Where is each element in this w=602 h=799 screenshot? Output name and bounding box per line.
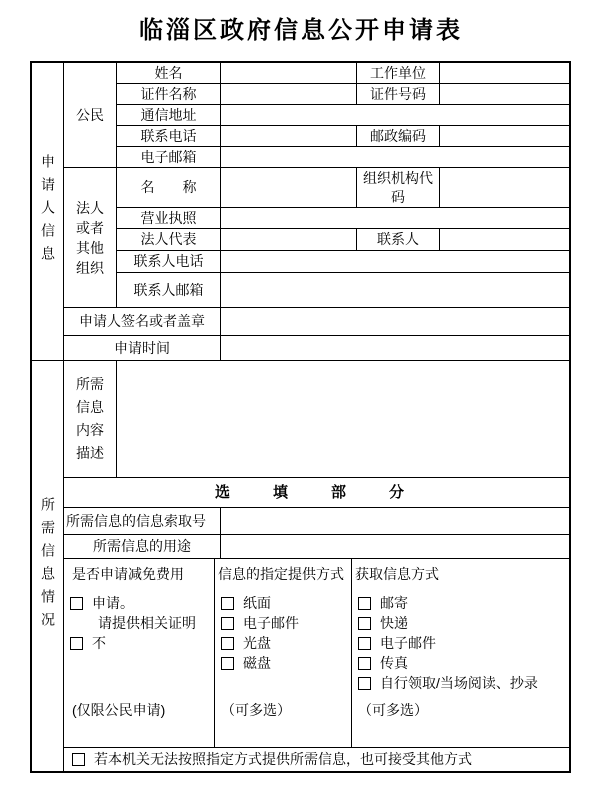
request-section-label-cell [32,361,64,771]
fee-waiver-option-no[interactable] [64,636,214,651]
table-row [64,478,569,508]
table-row [64,336,569,361]
work-unit-field[interactable] [440,63,569,84]
obtain-method-header: 获取信息方式 [355,566,439,582]
obtain-method-option-self[interactable] [352,676,569,691]
table-row [117,63,569,84]
form-title: 临淄区政府信息公开申请表 [139,17,463,44]
applicant-section [32,63,569,361]
postal-code-label: 邮政编码 [357,126,440,147]
description-label-cell [64,361,117,478]
address-field[interactable] [221,105,569,126]
contact-person-label: 联系人 [357,229,440,251]
option-label: 不 [92,635,106,651]
contact-person-field[interactable] [440,229,569,251]
purpose-field[interactable] [221,535,569,559]
checkbox-icon[interactable] [358,597,371,610]
table-row [117,251,569,273]
contact-email-label: 联系人邮箱 [117,273,221,308]
business-license-label: 营业执照 [117,208,221,229]
obtain-method-option-email[interactable] [352,636,569,651]
option-label: 纸面 [243,595,271,611]
org-code-field[interactable] [440,168,569,208]
org-name-field[interactable] [221,168,357,208]
request-section-label: 所需信息情况 [40,497,56,635]
address-label: 通信地址 [117,105,221,126]
request-section [32,361,569,771]
option-label: 磁盘 [243,655,271,671]
phone-field[interactable] [221,126,357,147]
table-row [64,748,569,771]
org-code-label: 组织机构代码 [363,169,433,205]
org-code-label-cell [357,168,440,208]
obtain-method-option-express[interactable] [352,616,569,631]
postal-code-field[interactable] [440,126,569,147]
fee-waiver-option-apply[interactable] [64,596,214,611]
apply-time-field[interactable] [221,336,569,361]
citizen-group [64,63,569,168]
obtain-method-note: （可多选） [358,702,428,718]
organization-group-label-cell [64,168,117,308]
table-row [64,508,569,535]
provide-method-option-paper[interactable] [215,596,351,611]
id-number-field[interactable] [440,84,569,105]
applicant-section-label-cell [32,63,64,361]
checkbox-icon[interactable] [358,617,371,630]
checkbox-icon[interactable] [221,597,234,610]
checkbox-icon[interactable] [221,617,234,630]
fee-waiver-note: (仅限公民申请) [72,702,166,718]
checkbox-icon[interactable] [221,637,234,650]
provide-method-option-email[interactable] [215,616,351,631]
citizen-group-label: 公民 [64,63,117,168]
other-method-option[interactable] [64,748,569,771]
org-name-label: 名 称 [117,168,221,208]
other-method-label: 若本机关无法按照指定方式提供所需信息，也可接受其他方式 [94,751,472,767]
organization-group-label: 法人或者其他组织 [76,199,104,276]
email-label: 电子邮箱 [117,147,221,168]
table-row [117,147,569,168]
option-label: 传真 [380,655,408,671]
checkbox-icon[interactable] [70,637,83,650]
index-number-field[interactable] [221,508,569,535]
phone-label: 联系电话 [117,126,221,147]
fee-waiver-cell [64,559,215,748]
provide-method-header: 信息的指定提供方式 [218,566,344,582]
fee-waiver-apply-note: 请提供相关证明 [98,615,196,631]
purpose-label: 所需信息的用途 [64,535,221,559]
table-row [117,229,569,251]
id-name-field[interactable] [221,84,357,105]
table-row [117,105,569,126]
table-row [64,535,569,559]
provide-method-option-cd[interactable] [215,636,351,651]
obtain-method-cell [352,559,569,748]
option-label: 快递 [380,615,408,631]
provide-method-note: （可多选） [221,702,291,718]
table-row [117,168,569,208]
obtain-method-option-fax[interactable] [352,656,569,671]
description-field[interactable] [117,361,569,478]
table-row [64,361,569,478]
checkbox-icon[interactable] [70,597,83,610]
checkbox-icon[interactable] [72,753,85,766]
work-unit-label: 工作单位 [357,63,440,84]
legal-representative-label: 法人代表 [117,229,221,251]
apply-time-label: 申请时间 [64,336,221,361]
option-label: 邮寄 [380,595,408,611]
business-license-field[interactable] [221,208,569,229]
index-number-label: 所需信息的信息索取号 [64,508,221,535]
obtain-method-option-mail[interactable] [352,596,569,611]
option-label: 光盘 [243,635,271,651]
contact-email-field[interactable] [221,273,569,308]
table-row [117,84,569,105]
option-label: 自行领取/当场阅读、抄录 [380,675,538,691]
applicant-section-label: 申请人信息 [40,154,56,269]
signature-field[interactable] [221,308,569,336]
optional-part-header: 选 填 部 分 [64,478,569,508]
name-label: 姓名 [117,63,221,84]
id-number-label: 证件号码 [357,84,440,105]
description-label: 所需信息内容描述 [76,376,104,461]
table-row [117,126,569,147]
table-row [117,273,569,308]
legal-representative-field[interactable] [221,229,357,251]
id-name-label: 证件名称 [117,84,221,105]
email-field[interactable] [221,147,569,168]
option-label: 电子邮件 [380,635,436,651]
checkbox-icon[interactable] [358,637,371,650]
contact-phone-field[interactable] [221,251,569,273]
checkbox-icon[interactable] [358,657,371,670]
application-form-table [30,61,571,773]
name-field[interactable] [221,63,357,84]
contact-phone-label: 联系人电话 [117,251,221,273]
provide-method-option-disk[interactable] [215,656,351,671]
option-label: 电子邮件 [243,615,299,631]
table-row [117,208,569,229]
organization-group [64,168,569,308]
options-row [64,559,569,748]
provide-method-cell [215,559,352,748]
fee-waiver-header: 是否申请减免费用 [72,566,184,582]
checkbox-icon[interactable] [221,657,234,670]
checkbox-icon[interactable] [358,677,371,690]
signature-label: 申请人签名或者盖章 [64,308,221,336]
option-label: 申请。 [92,595,134,611]
table-row [64,308,569,336]
